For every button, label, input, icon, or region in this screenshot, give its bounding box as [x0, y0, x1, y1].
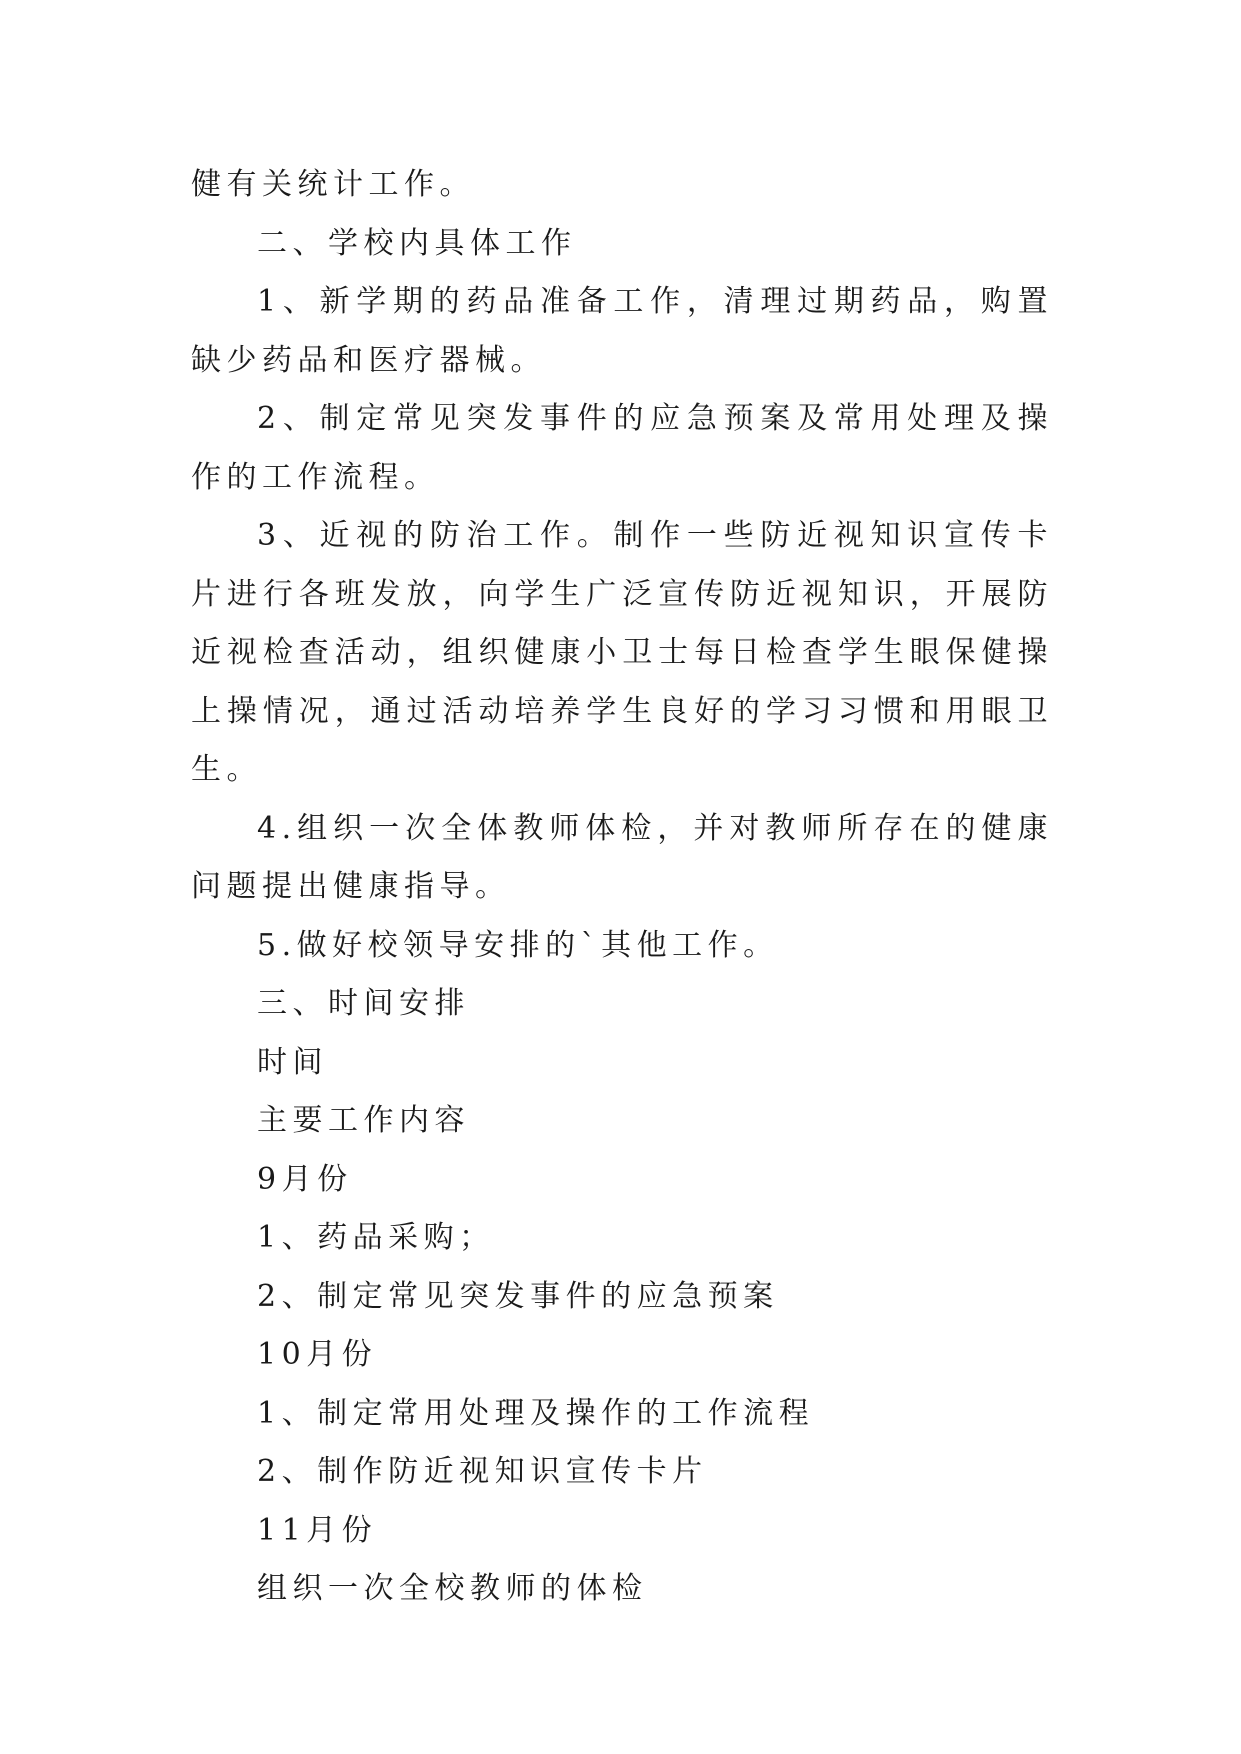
- paragraph-item-2: 2、制定常见突发事件的应急预案及常用处理及操作的工作流程。: [191, 401, 1053, 495]
- paragraph-item-1: 1、新学期的药品准备工作，清理过期药品，购置缺少药品和医疗器械。: [191, 284, 1053, 378]
- section-heading-school-work: 二、学校内具体工作: [257, 225, 577, 261]
- paragraph-item-5: 5.做好校领导安排的`其他工作。: [257, 927, 779, 963]
- section-heading-schedule: 三、时间安排: [257, 986, 470, 1021]
- schedule-item: 2、制定常见突发事件的应急预案: [257, 1278, 779, 1314]
- document-body: [191, 156, 1053, 1619]
- paragraph-item-4: 4.组织一次全体教师体检，并对教师所存在的健康问题提出健康指导。: [191, 810, 1053, 904]
- paragraph-continuation: 健有关统计工作。: [191, 167, 475, 202]
- schedule-item: 组织一次全校教师的体检: [257, 1571, 648, 1606]
- schedule-month-november: 11月份: [257, 1512, 378, 1548]
- schedule-header-content: 主要工作内容: [257, 1103, 470, 1138]
- schedule-header-time: 时间: [257, 1044, 328, 1080]
- schedule-item: 2、制作防近视知识宣传卡片: [257, 1454, 708, 1489]
- paragraph-item-3: 3、近视的防治工作。制作一些防近视知识宣传卡片进行各班发放，向学生广泛宣传防近视知识，开展防近视检查活动，组织健康小卫士每日检查学生眼保健操上操情况，通过活动培养学生良好的学习习惯和用眼卫生。: [191, 518, 1053, 787]
- schedule-month-october: 10月份: [257, 1337, 378, 1372]
- schedule-item: 1、药品采购；: [257, 1220, 495, 1255]
- schedule-item: 1、制定常用处理及操作的工作流程: [257, 1395, 815, 1431]
- schedule-month-september: 9月份: [257, 1161, 353, 1197]
